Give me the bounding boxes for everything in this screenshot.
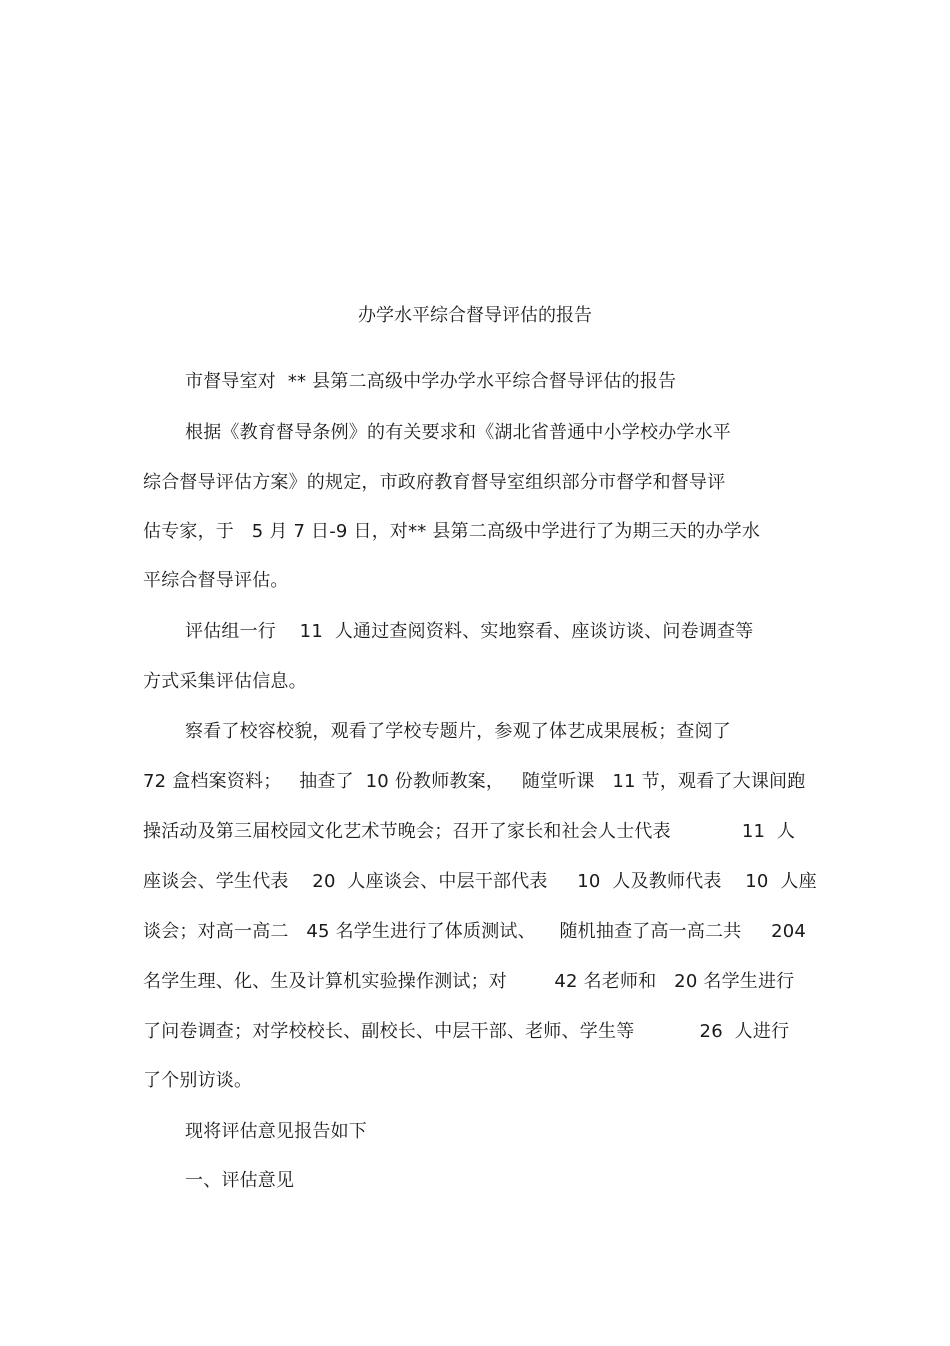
paragraph-line: 评估组一行 11 人通过查阅资料、实地察看、座谈访谈、问卷调查等 <box>185 621 754 642</box>
paragraph-line: 了个别访谈。 <box>143 1070 253 1091</box>
document-subtitle: 市督导室对 ** 县第二高级中学办学水平综合督导评估的报告 <box>185 371 677 392</box>
paragraph-line: 了问卷调查；对学校校长、副校长、中层干部、老师、学生等 26 人进行 <box>143 1021 790 1042</box>
paragraph-line: 名学生理、化、生及计算机实验操作测试；对 42 名老师和 20 名学生进行 <box>143 971 795 992</box>
paragraph-line: 72 盒档案资料； 抽查了 10 份教师教案， 随堂听课 11 节，观看了大课间跑 <box>143 771 806 792</box>
paragraph-line: 座谈会、学生代表 20 人座谈会、中层干部代表 10 人及教师代表 10 人座 <box>143 871 817 892</box>
paragraph-line: 操活动及第三届校园文化艺术节晚会；召开了家长和社会人士代表 11 人 <box>143 821 796 842</box>
paragraph-line: 谈会；对高一高二 45 名学生进行了体质测试、 随机抽查了高一高二共 204 <box>143 921 807 942</box>
section-heading: 一、评估意见 <box>185 1170 295 1191</box>
document-title: 办学水平综合督导评估的报告 <box>358 305 592 326</box>
paragraph-line: 根据《教育督导条例》的有关要求和《湖北省普通中小学校办学水平 <box>185 422 731 443</box>
paragraph-line: 现将评估意见报告如下 <box>185 1121 367 1142</box>
paragraph-line: 察看了校容校貌，观看了学校专题片，参观了体艺成果展板；查阅了 <box>185 721 731 742</box>
paragraph-line: 平综合督导评估。 <box>143 570 289 591</box>
paragraph-line: 估专家，于 5 月 7 日-9 日，对** 县第二高级中学进行了为期三天的办学水 <box>143 521 761 542</box>
paragraph-line: 方式采集评估信息。 <box>143 671 307 692</box>
paragraph-line: 综合督导评估方案》的规定，市政府教育督导室组织部分市督学和督导评 <box>143 472 726 493</box>
